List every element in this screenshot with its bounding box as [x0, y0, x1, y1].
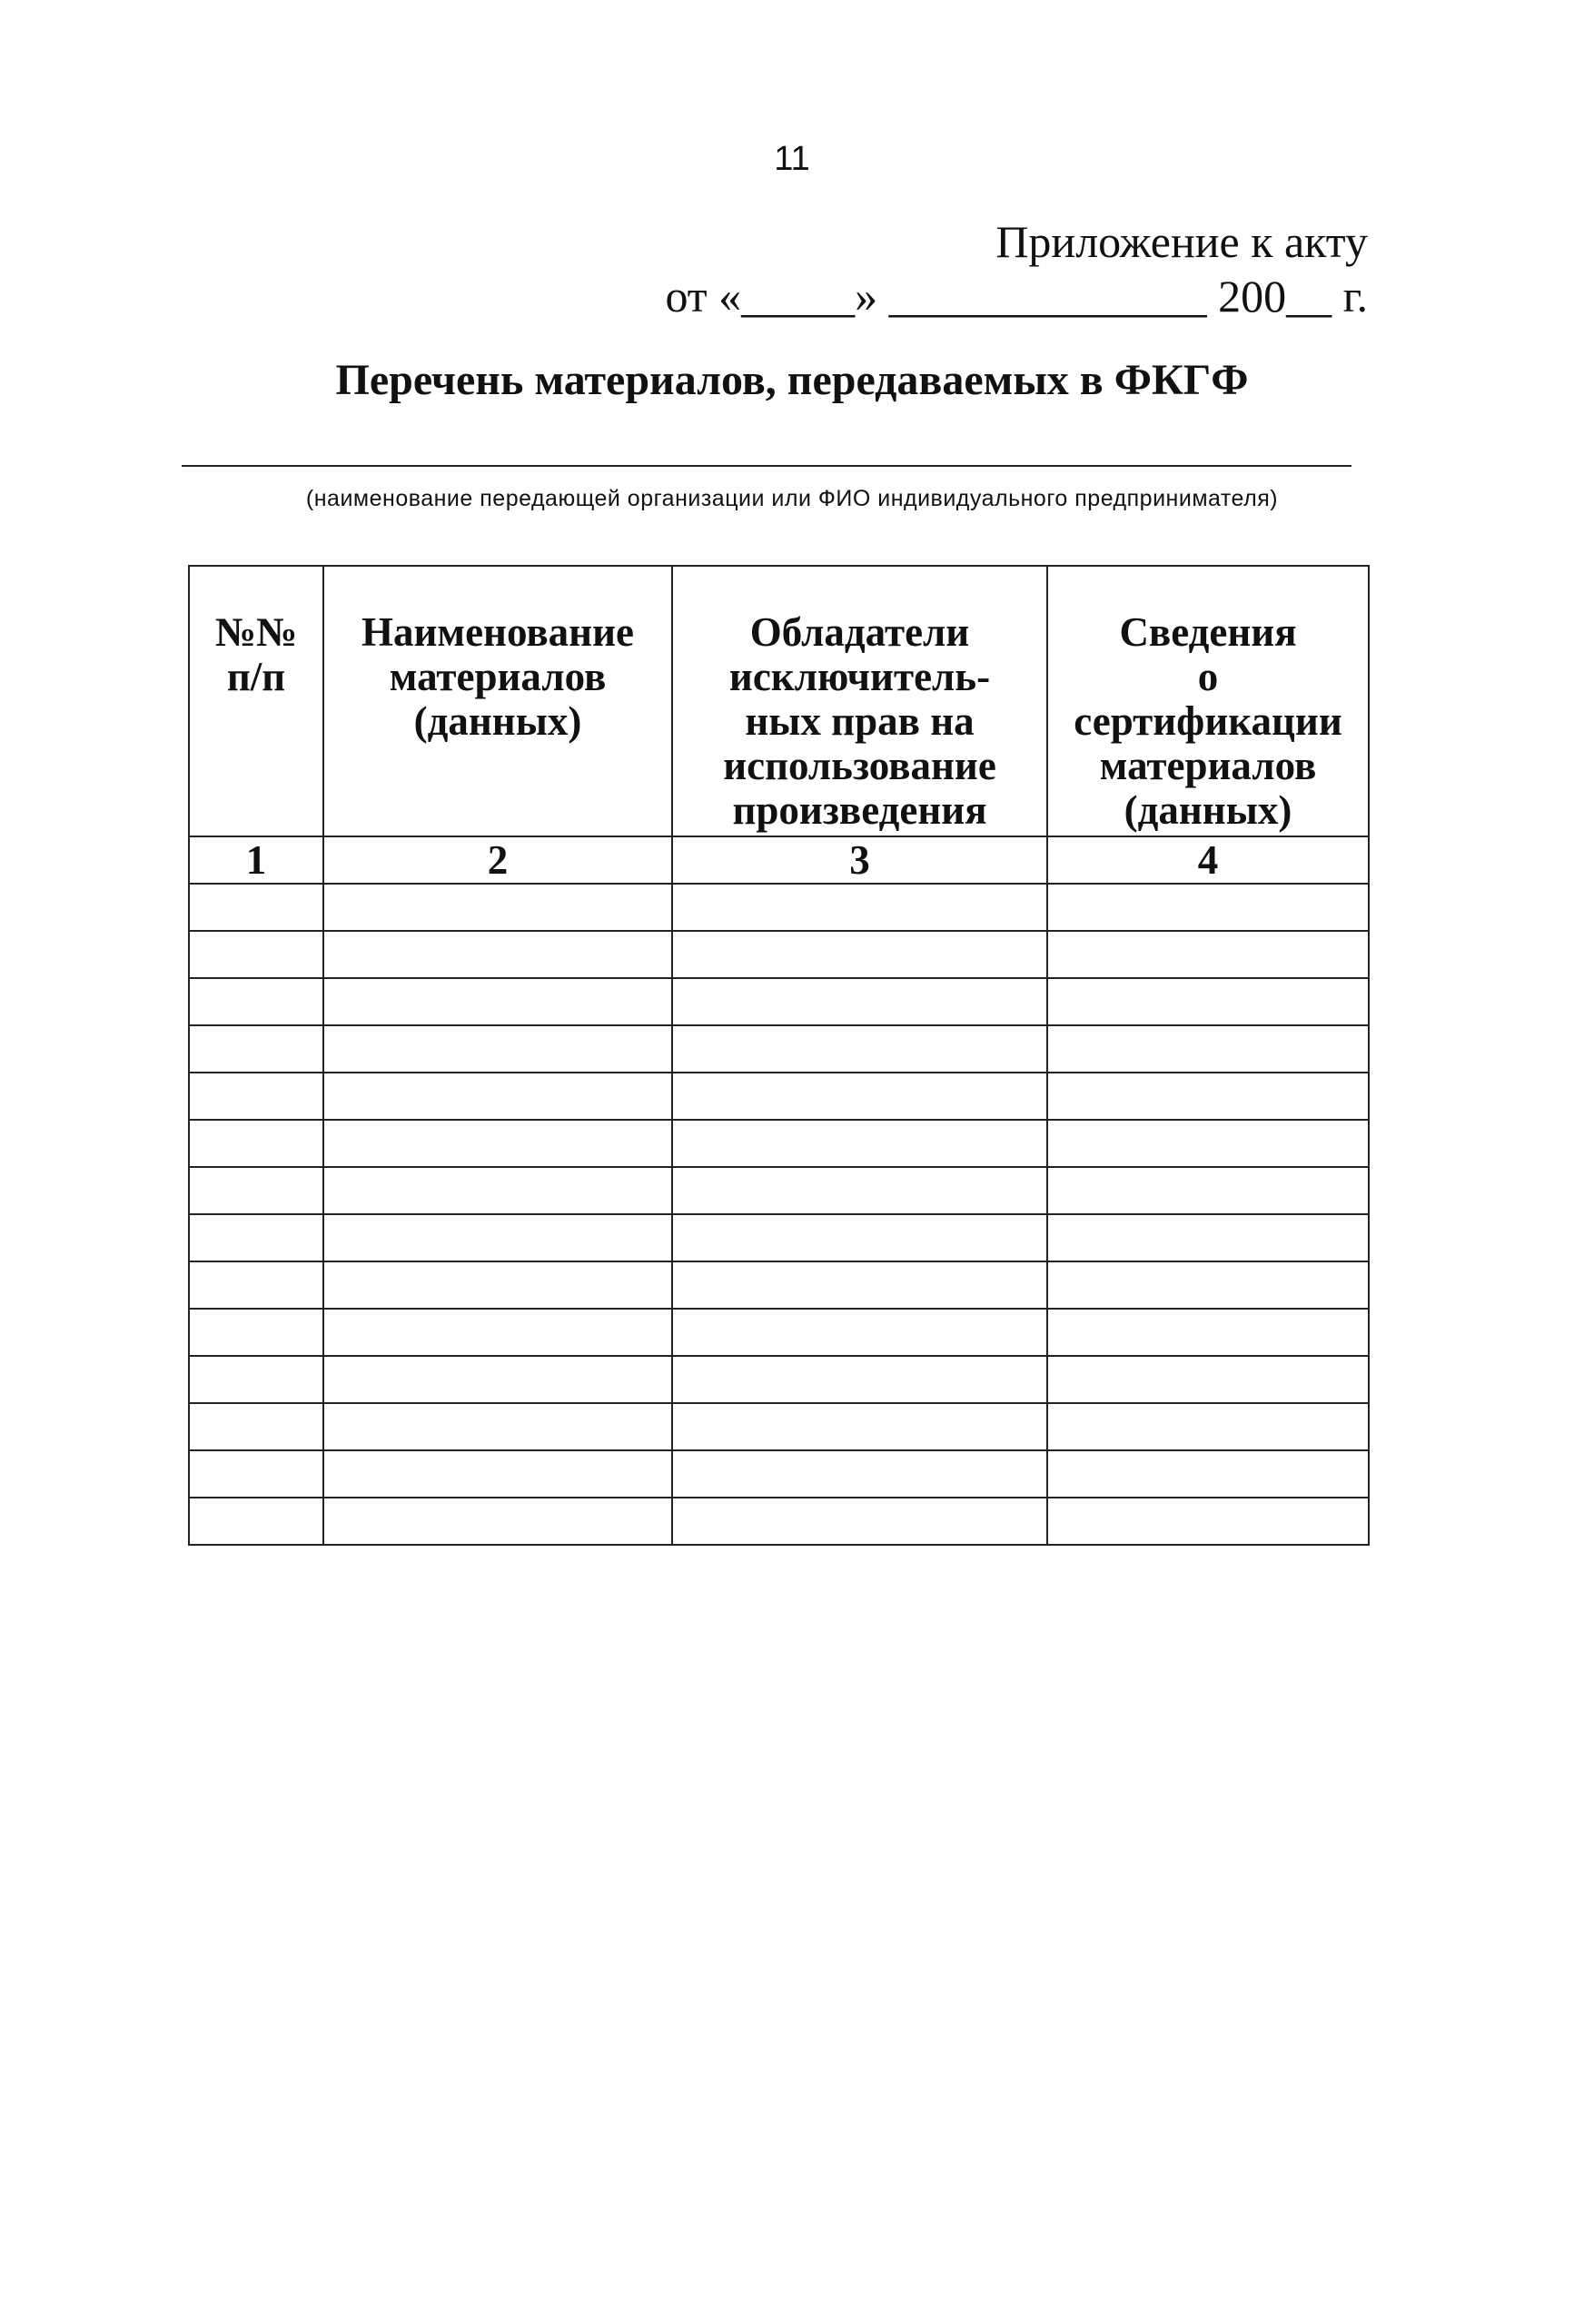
empty-cell — [1047, 978, 1369, 1025]
empty-cell — [189, 1403, 323, 1450]
header-label: Наименование материалов (данных) — [361, 609, 634, 744]
empty-cell — [323, 1356, 672, 1403]
table-row — [189, 1214, 1369, 1261]
column-number-cell: 1 — [189, 836, 323, 884]
column-number-row — [189, 836, 1369, 884]
empty-cell — [672, 884, 1047, 931]
empty-cell — [189, 884, 323, 931]
empty-cell — [323, 1450, 672, 1498]
empty-cell — [323, 1309, 672, 1356]
table-row — [189, 978, 1369, 1025]
empty-cell — [1047, 1167, 1369, 1214]
header-cell-rights-holders — [672, 566, 1047, 836]
empty-cell — [323, 1167, 672, 1214]
empty-cell — [1047, 1214, 1369, 1261]
empty-cell — [1047, 1498, 1369, 1545]
table-row — [189, 1120, 1369, 1167]
empty-cell — [1047, 1356, 1369, 1403]
empty-cell — [672, 1498, 1047, 1545]
header-label: Сведения о сертификации материалов (данных) — [1074, 609, 1342, 833]
empty-cell — [672, 1261, 1047, 1309]
organization-name-field-line — [182, 465, 1351, 467]
table-row — [189, 1498, 1369, 1545]
empty-cell — [1047, 1073, 1369, 1120]
empty-cell — [1047, 931, 1369, 978]
column-number-cell: 3 — [672, 836, 1047, 884]
empty-cell — [1047, 1450, 1369, 1498]
appendix-date-line: от «_____» ______________ 200__ г. — [665, 271, 1368, 321]
empty-cell — [1047, 884, 1369, 931]
header-cell-certification — [1047, 566, 1369, 836]
empty-cell — [323, 1403, 672, 1450]
column-number-cell: 4 — [1047, 836, 1369, 884]
empty-cell — [189, 1450, 323, 1498]
table-header-row — [189, 566, 1369, 836]
empty-cell — [189, 1025, 323, 1073]
empty-cell — [189, 1073, 323, 1120]
appendix-label: Приложение к акту — [995, 216, 1368, 267]
empty-cell — [189, 978, 323, 1025]
empty-cell — [323, 978, 672, 1025]
empty-cell — [672, 1073, 1047, 1120]
empty-cell — [323, 1261, 672, 1309]
empty-cell — [672, 1356, 1047, 1403]
empty-cell — [323, 931, 672, 978]
empty-cell — [323, 1025, 672, 1073]
table-row — [189, 1450, 1369, 1498]
empty-cell — [189, 1309, 323, 1356]
table-row — [189, 884, 1369, 931]
empty-cell — [323, 1214, 672, 1261]
empty-cell — [1047, 1025, 1369, 1073]
header-label: Обладатели исключитель- ных прав на использование произведения — [723, 609, 996, 833]
empty-cell — [672, 1120, 1047, 1167]
empty-cell — [189, 1120, 323, 1167]
document-title: Перечень материалов, передаваемых в ФКГФ — [335, 356, 1249, 404]
header-cell-number — [189, 566, 323, 836]
table-row — [189, 1025, 1369, 1073]
empty-cell — [1047, 1120, 1369, 1167]
empty-cell — [672, 1025, 1047, 1073]
empty-cell — [323, 1120, 672, 1167]
empty-cell — [1047, 1309, 1369, 1356]
empty-cell — [189, 1261, 323, 1309]
header-cell-material-name — [323, 566, 672, 836]
header-label: №№ п/п — [214, 609, 298, 699]
column-number-cell: 2 — [323, 836, 672, 884]
empty-cell — [323, 1498, 672, 1545]
empty-cell — [189, 1498, 323, 1545]
organization-name-caption: (наименование передающей организации или ФИО индивидуального предпринимателя) — [305, 486, 1279, 511]
materials-table — [188, 565, 1370, 1546]
table-row — [189, 1403, 1369, 1450]
empty-cell — [672, 1403, 1047, 1450]
table-row — [189, 1261, 1369, 1309]
table-row — [189, 1073, 1369, 1120]
empty-cell — [323, 884, 672, 931]
empty-cell — [672, 931, 1047, 978]
empty-cell — [189, 931, 323, 978]
empty-cell — [323, 1073, 672, 1120]
table-row — [189, 1356, 1369, 1403]
empty-cell — [189, 1167, 323, 1214]
page-number: 11 — [774, 140, 810, 178]
empty-cell — [1047, 1403, 1369, 1450]
empty-cell — [672, 1214, 1047, 1261]
table-row — [189, 1167, 1369, 1214]
empty-cell — [672, 978, 1047, 1025]
empty-cell — [672, 1167, 1047, 1214]
empty-cell — [672, 1450, 1047, 1498]
empty-cell — [189, 1214, 323, 1261]
empty-cell — [1047, 1261, 1369, 1309]
empty-cell — [189, 1356, 323, 1403]
table-row — [189, 931, 1369, 978]
empty-cell — [672, 1309, 1047, 1356]
table-row — [189, 1309, 1369, 1356]
